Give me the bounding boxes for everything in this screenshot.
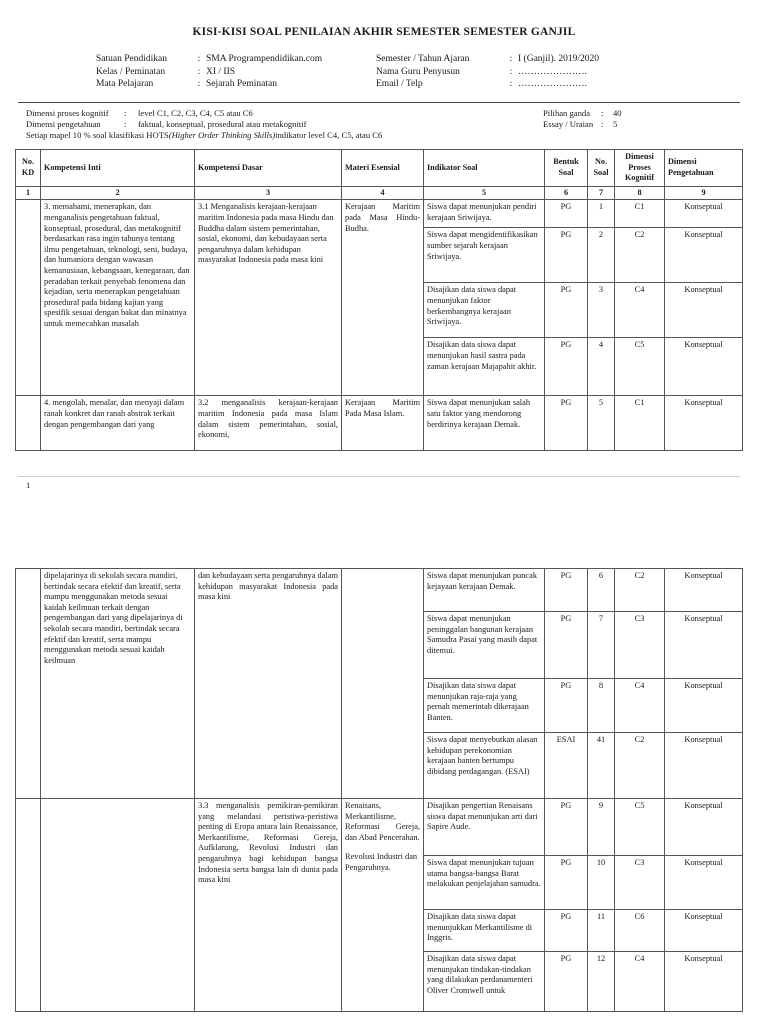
no-soal-cell: 1 bbox=[588, 200, 615, 228]
count-value: 5 bbox=[613, 119, 618, 129]
dimension-value: faktual, konseptual, prosedural atau metakognitif bbox=[138, 119, 307, 129]
materi-cell: Kerajaan Maritim Pada Masa Islam. bbox=[342, 396, 424, 451]
materi-spacer bbox=[345, 843, 420, 852]
count-sep: : bbox=[601, 119, 604, 129]
indikator-cell: Siswa dapat menunjukan puncak kejayaan kerajaan Demak. bbox=[424, 569, 545, 612]
indikator-cell: Disajikan pengertian Renaisans siswa dapat menunjukan arti dari Sapire Aude. bbox=[424, 799, 545, 856]
pengetahuan-cell: Konseptual bbox=[665, 952, 743, 1012]
dimension-info bbox=[26, 108, 382, 141]
pengetahuan-cell: Konseptual bbox=[665, 799, 743, 856]
bentuk-cell: PG bbox=[545, 396, 588, 451]
count-value: 40 bbox=[613, 108, 622, 118]
meta-row bbox=[376, 66, 599, 79]
pengetahuan-cell: Konseptual bbox=[665, 396, 743, 451]
indikator-cell: Siswa dapat mengidentifikasikan sumber sejarah kerajaan Sriwijaya. bbox=[424, 228, 545, 283]
meta-value: I (Ganjil). 2019/2020 bbox=[518, 54, 600, 64]
bentuk-cell: PG bbox=[545, 952, 588, 1012]
table-row bbox=[16, 799, 743, 856]
count-label: Essay / Uraian bbox=[543, 119, 594, 129]
no-soal-cell: 6 bbox=[588, 569, 615, 612]
bentuk-cell: PG bbox=[545, 612, 588, 679]
dimension-row bbox=[26, 119, 382, 130]
grid-table-page1 bbox=[15, 149, 743, 451]
bentuk-cell: PG bbox=[545, 799, 588, 856]
page-separator bbox=[18, 476, 740, 477]
no-soal-cell: 7 bbox=[588, 612, 615, 679]
materi-text: Revolusi Industri dan Pengaruhnya. bbox=[345, 852, 418, 872]
table-row bbox=[16, 200, 743, 228]
pengetahuan-cell: Konseptual bbox=[665, 283, 743, 338]
dimension-sep: : bbox=[124, 108, 127, 118]
col-number: 6 bbox=[545, 186, 588, 200]
pengetahuan-cell: Konseptual bbox=[665, 200, 743, 228]
indikator-cell: Siswa dapat menunjukan salah satu faktor yang mendorong berdirinya kerajaan Demak. bbox=[424, 396, 545, 451]
ki-cell: 3. memahami, menerapkan, dan menganalisis pengetahuan faktual, konseptual, prosedural, dan metakognitif berdasarkan rasa ingin tahunya tentang ilmu pengetahuan, teknologi, seni, budaya, dan humaniora dengan wawasan kemanusiaan, kebangsaan, kenegaraan, dan peradaban terkait penyebab fenomena dan kejadian, serta menerapkan pengetahuan prosedural pada bidang kajian yang spesifik sesuai dengan bakat dan minatnya untuk memecahkan masalah bbox=[41, 200, 195, 396]
header-rule bbox=[18, 102, 740, 103]
count-row bbox=[543, 119, 622, 130]
no-soal-cell: 12 bbox=[588, 952, 615, 1012]
proses-cell: C1 bbox=[615, 200, 665, 228]
proses-cell: C4 bbox=[615, 679, 665, 733]
meta-value: Sejarah Peminatan bbox=[206, 79, 277, 89]
proses-cell: C2 bbox=[615, 228, 665, 283]
bentuk-cell: PG bbox=[545, 856, 588, 910]
indikator-cell: Siswa dapat menunjukan peninggalan bangunan kerajaan Samudra Pasai yang masih dapat ditemui. bbox=[424, 612, 545, 679]
no-soal-cell: 8 bbox=[588, 679, 615, 733]
col-number: 5 bbox=[424, 186, 545, 200]
proses-cell: C5 bbox=[615, 338, 665, 396]
meta-row bbox=[376, 78, 599, 91]
header-materi: Materi Esensial bbox=[342, 150, 424, 187]
meta-sep: : bbox=[509, 54, 513, 64]
kd-number-cell bbox=[16, 569, 41, 799]
kd-cell: dan kebudayaan serta pengaruhnya dalam kehidupan masyarakat Indonesia pada masa kini bbox=[195, 569, 342, 799]
header-no-kd: No. KD bbox=[16, 150, 41, 187]
hots-note-emphasis: (Higher Order Thinking Skills) bbox=[168, 130, 276, 140]
no-soal-cell: 3 bbox=[588, 283, 615, 338]
dimension-value: level C1, C2, C3, C4, C5 atau C6 bbox=[138, 108, 253, 118]
meta-label: Mata Pelajaran bbox=[96, 79, 154, 89]
header-row bbox=[16, 150, 743, 187]
indikator-cell: Disajikan data siswa dapat menunjukan tindakan-tindakan yang dilakukan perdanamenteri Oliver Cromwell untuk bbox=[424, 952, 545, 1012]
meta-row bbox=[96, 66, 322, 79]
no-soal-cell: 11 bbox=[588, 910, 615, 952]
materi-cell bbox=[342, 799, 424, 1012]
proses-cell: C2 bbox=[615, 733, 665, 799]
no-soal-cell: 4 bbox=[588, 338, 615, 396]
col-number: 4 bbox=[342, 186, 424, 200]
col-number: 3 bbox=[195, 186, 342, 200]
proses-cell: C1 bbox=[615, 396, 665, 451]
proses-cell: C2 bbox=[615, 569, 665, 612]
count-row bbox=[543, 108, 622, 119]
pengetahuan-cell: Konseptual bbox=[665, 679, 743, 733]
count-sep: : bbox=[601, 108, 604, 118]
pengetahuan-cell: Konseptual bbox=[665, 228, 743, 283]
bentuk-cell: PG bbox=[545, 200, 588, 228]
col-number: 2 bbox=[41, 186, 195, 200]
indikator-cell: Siswa dapat menunjukan tujuan utama bangsa-bangsa Barat melakukan penjelajahan samudra. bbox=[424, 856, 545, 910]
col-number: 1 bbox=[16, 186, 41, 200]
indikator-cell: Disajikan data siswa dapat menunjukan hasil sastra pada zaman kerajaan Majapahit akhir. bbox=[424, 338, 545, 396]
bentuk-cell: PG bbox=[545, 283, 588, 338]
table-row bbox=[16, 396, 743, 451]
meta-sep: : bbox=[509, 66, 513, 77]
proses-cell: C3 bbox=[615, 856, 665, 910]
no-soal-cell: 10 bbox=[588, 856, 615, 910]
meta-value: XI / IIS bbox=[206, 66, 236, 77]
no-soal-cell: 2 bbox=[588, 228, 615, 283]
ki-cell: 4. mengolah, menalar, dan menyaji dalam ranah konkret dan ranah abstrak terkait dengan pengembangan dari yang bbox=[41, 396, 195, 451]
header-ki: Kompetensi Inti bbox=[41, 150, 195, 187]
proses-cell: C5 bbox=[615, 799, 665, 856]
meta-sep: : bbox=[197, 66, 201, 77]
kd-cell: 3.3 menganalisis pemikiran-pemikiran yang melandasi peristiwa-peristiwa penting di Eropa antara lain Renaissance, Merkantilisme, Reformasi Gereja, Aufklarung, Revolusi Industri dan pengaruhnya bagi kehidupan bangsa Indonesia serta bangsa lain di dunia pada masa kini bbox=[195, 799, 342, 1012]
dimension-label: Dimensi pengetahuan bbox=[26, 119, 101, 129]
meta-right bbox=[376, 53, 599, 91]
proses-cell: C3 bbox=[615, 612, 665, 679]
materi-cell bbox=[342, 569, 424, 799]
bentuk-cell: PG bbox=[545, 228, 588, 283]
meta-value: SMA Programpendidikan.com bbox=[206, 54, 323, 64]
col-number: 7 bbox=[588, 186, 615, 200]
meta-label: Semester / Tahun Ajaran bbox=[376, 54, 470, 64]
bentuk-cell: PG bbox=[545, 910, 588, 952]
dimension-label: Dimensi proses kognitif bbox=[26, 108, 109, 118]
meta-sep: : bbox=[197, 54, 201, 64]
kd-cell: 3.1 Menganalisis kerajaan-kerajaan maritim Indonesia pada masa Hindu dan Buddha dalam sistem pemerintahan, sosial, ekonomi, dan kebudayaan serta pengaruhnya dalam kehidupan masyarakat Indonesia pada masa kini bbox=[195, 200, 342, 396]
materi-text: Renaisans, Merkantilisme, Reformasi Gereja, dan Abad Pencerahan. bbox=[345, 801, 420, 842]
dimension-row bbox=[26, 108, 382, 119]
meta-value: …………………. bbox=[518, 66, 587, 77]
header-kd: Kompetensi Dasar bbox=[195, 150, 342, 187]
indikator-cell: Disajikan data siswa dapat menunjukan faktor berkembangnya kerajaan Sriwijaya. bbox=[424, 283, 545, 338]
header-no-soal: No. Soal bbox=[588, 150, 615, 187]
hots-note bbox=[26, 130, 382, 141]
meta-left bbox=[96, 53, 322, 91]
bentuk-cell: ESAI bbox=[545, 733, 588, 799]
column-number-row bbox=[16, 186, 743, 200]
kd-number-cell bbox=[16, 200, 41, 396]
meta-sep: : bbox=[509, 79, 513, 89]
meta-label: Nama Guru Penyusun bbox=[376, 66, 460, 77]
hots-note-text: indikator level C4, C5, atau C6 bbox=[275, 130, 383, 140]
kd-number-cell bbox=[16, 799, 41, 1012]
indikator-cell: Siswa dapat menunjukan pendiri kerajaan Sriwijaya. bbox=[424, 200, 545, 228]
meta-label: Email / Telp bbox=[376, 79, 423, 89]
document-title: KISI-KISI SOAL PENILAIAN AKHIR SEMESTER SEMESTER GANJIL bbox=[192, 26, 576, 38]
proses-cell: C4 bbox=[615, 952, 665, 1012]
header-dim-proses: Dimensi Proses Kognitif bbox=[615, 150, 665, 187]
indikator-cell: Siswa dapat menyebutkan alasan kehidupan perekonomian kerajaan banten bertumpu dibidang perdagangan. (ESAI) bbox=[424, 733, 545, 799]
no-soal-cell: 5 bbox=[588, 396, 615, 451]
indikator-cell: Disajikan data siswa dapat menunjukkan Merkantilisme di Inggris. bbox=[424, 910, 545, 952]
pengetahuan-cell: Konseptual bbox=[665, 338, 743, 396]
meta-sep: : bbox=[197, 79, 201, 89]
bentuk-cell: PG bbox=[545, 569, 588, 612]
page-number: 1 bbox=[26, 480, 31, 490]
kd-number-cell bbox=[16, 396, 41, 451]
meta-row bbox=[96, 53, 322, 66]
meta-row bbox=[96, 78, 322, 91]
header-bentuk: Bentuk Soal bbox=[545, 150, 588, 187]
no-soal-cell: 9 bbox=[588, 799, 615, 856]
kd-cell: 3.2 menganalisis kerajaan-kerajaan maritim Indonesia pada masa Islam dalam sistem pemerintahan, sosial, ekonomi, bbox=[195, 396, 342, 451]
ki-cell: dipelajarinya di sekolah secara mandiri, bertindak secara efektif dan kreatif, serta mampu menggunakan metoda sesuai kaidah keilmuan terkait dengan pengembangan dari yang dipelajarinya di sekolah secara mandiri, bertindak secara efektif dan kreatif, serta mampu menggunakan metoda sesuai kaidah keilmuan bbox=[41, 569, 195, 799]
materi-cell: Kerajaan Maritim pada Masa Hindu-Budha. bbox=[342, 200, 424, 396]
pengetahuan-cell: Konseptual bbox=[665, 733, 743, 799]
table-row bbox=[16, 569, 743, 612]
indikator-cell: Disajikan data siswa dapat menunjukan raja-raja yang pernah memerintah dikerajaan Banten. bbox=[424, 679, 545, 733]
pengetahuan-cell: Konseptual bbox=[665, 910, 743, 952]
header-indikator: Indikator Soal bbox=[424, 150, 545, 187]
proses-cell: C6 bbox=[615, 910, 665, 952]
bentuk-cell: PG bbox=[545, 338, 588, 396]
count-label: Pilihan ganda bbox=[543, 108, 591, 118]
pengetahuan-cell: Konseptual bbox=[665, 856, 743, 910]
meta-value: …………………. bbox=[518, 79, 587, 89]
grid-table-page2 bbox=[15, 568, 743, 1012]
meta-label: Satuan Pendidikan bbox=[96, 54, 167, 64]
dimension-sep: : bbox=[124, 119, 127, 129]
pengetahuan-cell: Konseptual bbox=[665, 569, 743, 612]
pengetahuan-cell: Konseptual bbox=[665, 612, 743, 679]
question-count-info bbox=[543, 108, 622, 130]
bentuk-cell: PG bbox=[545, 679, 588, 733]
no-soal-cell: 41 bbox=[588, 733, 615, 799]
proses-cell: C4 bbox=[615, 283, 665, 338]
hots-note-text: Setiap mapel 10 % soal klasifikasi HOTS bbox=[26, 130, 169, 140]
ki-cell bbox=[41, 799, 195, 1012]
col-number: 9 bbox=[665, 186, 743, 200]
col-number: 8 bbox=[615, 186, 665, 200]
meta-row bbox=[376, 53, 599, 66]
meta-label: Kelas / Peminatan bbox=[96, 66, 166, 77]
header-dim-pengetahuan: Dimensi Pengetahuan bbox=[665, 150, 743, 187]
